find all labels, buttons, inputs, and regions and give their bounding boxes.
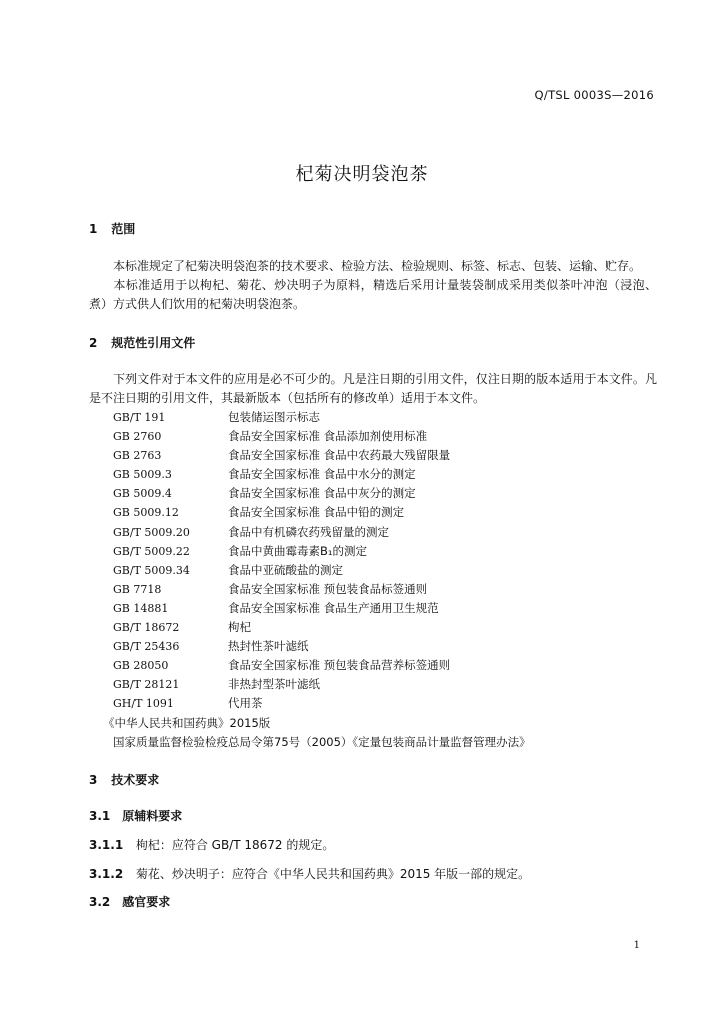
section-3-2-heading [89, 893, 170, 910]
reference-title: 代用茶 [228, 696, 263, 711]
paragraph-text: 本标准规定了杞菊决明袋泡茶的技术要求、检验方法、检验规则、标签、标志、包装、运输、贮存。 [113, 259, 642, 273]
reference-title: 食品安全国家标准 食品添加剂使用标准 [228, 429, 428, 444]
reference-item [113, 523, 531, 542]
reference-title: 非热封型茶叶滤纸 [228, 677, 320, 692]
reference-title: 食品中黄曲霉毒素B₁的测定 [228, 543, 367, 558]
section-title: 技术要求 [111, 773, 160, 787]
clause-3-1-2 [89, 865, 530, 882]
reference-code: GB 14881 [113, 601, 169, 615]
reference-item [113, 484, 531, 503]
reference-item [113, 656, 531, 675]
reference-item [113, 580, 531, 599]
section-1-heading [89, 220, 135, 237]
page-number: 1 [633, 940, 640, 951]
clause-number: 3.1.2 [89, 867, 124, 881]
reference-title: 食品安全国家标准 预包装食品标签通则 [228, 581, 428, 596]
reference-code: GB 2763 [113, 449, 162, 463]
reference-item [113, 408, 531, 427]
scope-paragraph-1 [89, 257, 657, 276]
document-title: 杞菊决明袋泡茶 [295, 164, 429, 185]
reference-code: GB 5009.4 [113, 487, 172, 501]
reference-note-pharmacopoeia: 《中华人民共和国药典》2015版 [103, 715, 271, 730]
reference-title: 食品安全国家标准 食品中灰分的测定 [228, 486, 416, 501]
section-number: 1 [89, 222, 98, 236]
paragraph-text: 下列文件对于本文件的应用是必不可少的。凡是注日期的引用文件，仅注日期的版本适用于本文件。凡是不注日期的引用文件，其最新版本（包括所有的修改单）适用于本文件。 [89, 372, 657, 405]
section-title: 规范性引用文件 [111, 336, 196, 350]
reference-title: 枸杞 [228, 620, 251, 635]
reference-item [113, 503, 531, 522]
section-number: 3.1 [89, 809, 111, 823]
reference-code: GB/T 5009.34 [113, 563, 190, 577]
section-2-heading [89, 334, 195, 351]
reference-item [113, 465, 531, 484]
reference-item [113, 675, 531, 694]
standard-code: Q/TSL 0003S—2016 [534, 88, 654, 102]
section-number: 3 [89, 773, 98, 787]
reference-title: 食品中亚硫酸盐的测定 [228, 562, 343, 577]
reference-code: GB 5009.12 [113, 506, 179, 520]
reference-code: GB/T 5009.20 [113, 525, 190, 539]
reference-code: GB/T 18672 [113, 621, 180, 635]
reference-item [113, 446, 531, 465]
clause-text: 菊花、炒决明子：应符合《中华人民共和国药典》2015 年版一部的规定。 [135, 867, 531, 881]
reference-title: 热封性茶叶滤纸 [228, 639, 309, 654]
section-number: 2 [89, 336, 98, 350]
reference-title: 包装储运图示标志 [228, 410, 320, 424]
reference-item [113, 599, 531, 618]
section-title: 感官要求 [122, 895, 171, 909]
reference-code: GB/T 5009.22 [113, 544, 190, 558]
reference-item [113, 694, 531, 713]
clause-text: 枸杞：应符合 GB/T 18672 的规定。 [135, 838, 335, 852]
section-3-heading [89, 771, 159, 788]
reference-code: GB/T 28121 [113, 678, 180, 692]
reference-item [113, 561, 531, 580]
reference-code: GB/T 191 [113, 411, 166, 424]
clause-3-1-1 [89, 836, 334, 853]
paragraph-text: 本标准适用于以枸杞、菊花、炒决明子为原料，精选后采用计量装袋制成采用类似茶叶冲泡（浸泡、煮）方式供人们饮用的杞菊决明袋泡茶。 [89, 278, 657, 311]
references-intro [89, 370, 657, 408]
reference-code: GB 5009.3 [113, 468, 172, 482]
reference-title: 食品安全国家标准 食品中水分的测定 [228, 467, 416, 482]
section-3-1-heading [89, 807, 182, 824]
reference-item [113, 618, 531, 637]
reference-code: GB 28050 [113, 659, 169, 673]
reference-title: 食品安全国家标准 食品生产通用卫生规范 [228, 600, 439, 615]
section-number: 3.2 [89, 895, 111, 909]
reference-code: GB 7718 [113, 582, 162, 596]
scope-paragraph-2 [89, 276, 657, 314]
reference-title: 食品安全国家标准 预包装食品营养标签通则 [228, 658, 451, 673]
reference-code: GB 2760 [113, 430, 162, 444]
section-title: 原辅料要求 [122, 809, 183, 823]
section-title: 范围 [111, 222, 136, 236]
reference-title: 食品安全国家标准 食品中农药最大残留限量 [228, 448, 451, 463]
reference-title: 食品中有机磷农药残留量的测定 [228, 524, 389, 539]
reference-note-regulation: 国家质量监督检验检疫总局令第75号（2005）《定量包装商品计量监督管理办法》 [113, 734, 531, 749]
clause-number: 3.1.1 [89, 838, 124, 852]
reference-item [113, 542, 531, 561]
reference-code: GH/T 1091 [113, 697, 174, 711]
reference-item [113, 637, 531, 656]
reference-title: 食品安全国家标准 食品中铅的测定 [228, 505, 405, 520]
reference-item [113, 427, 531, 446]
reference-code: GB/T 25436 [113, 640, 180, 654]
reference-list [103, 408, 531, 752]
